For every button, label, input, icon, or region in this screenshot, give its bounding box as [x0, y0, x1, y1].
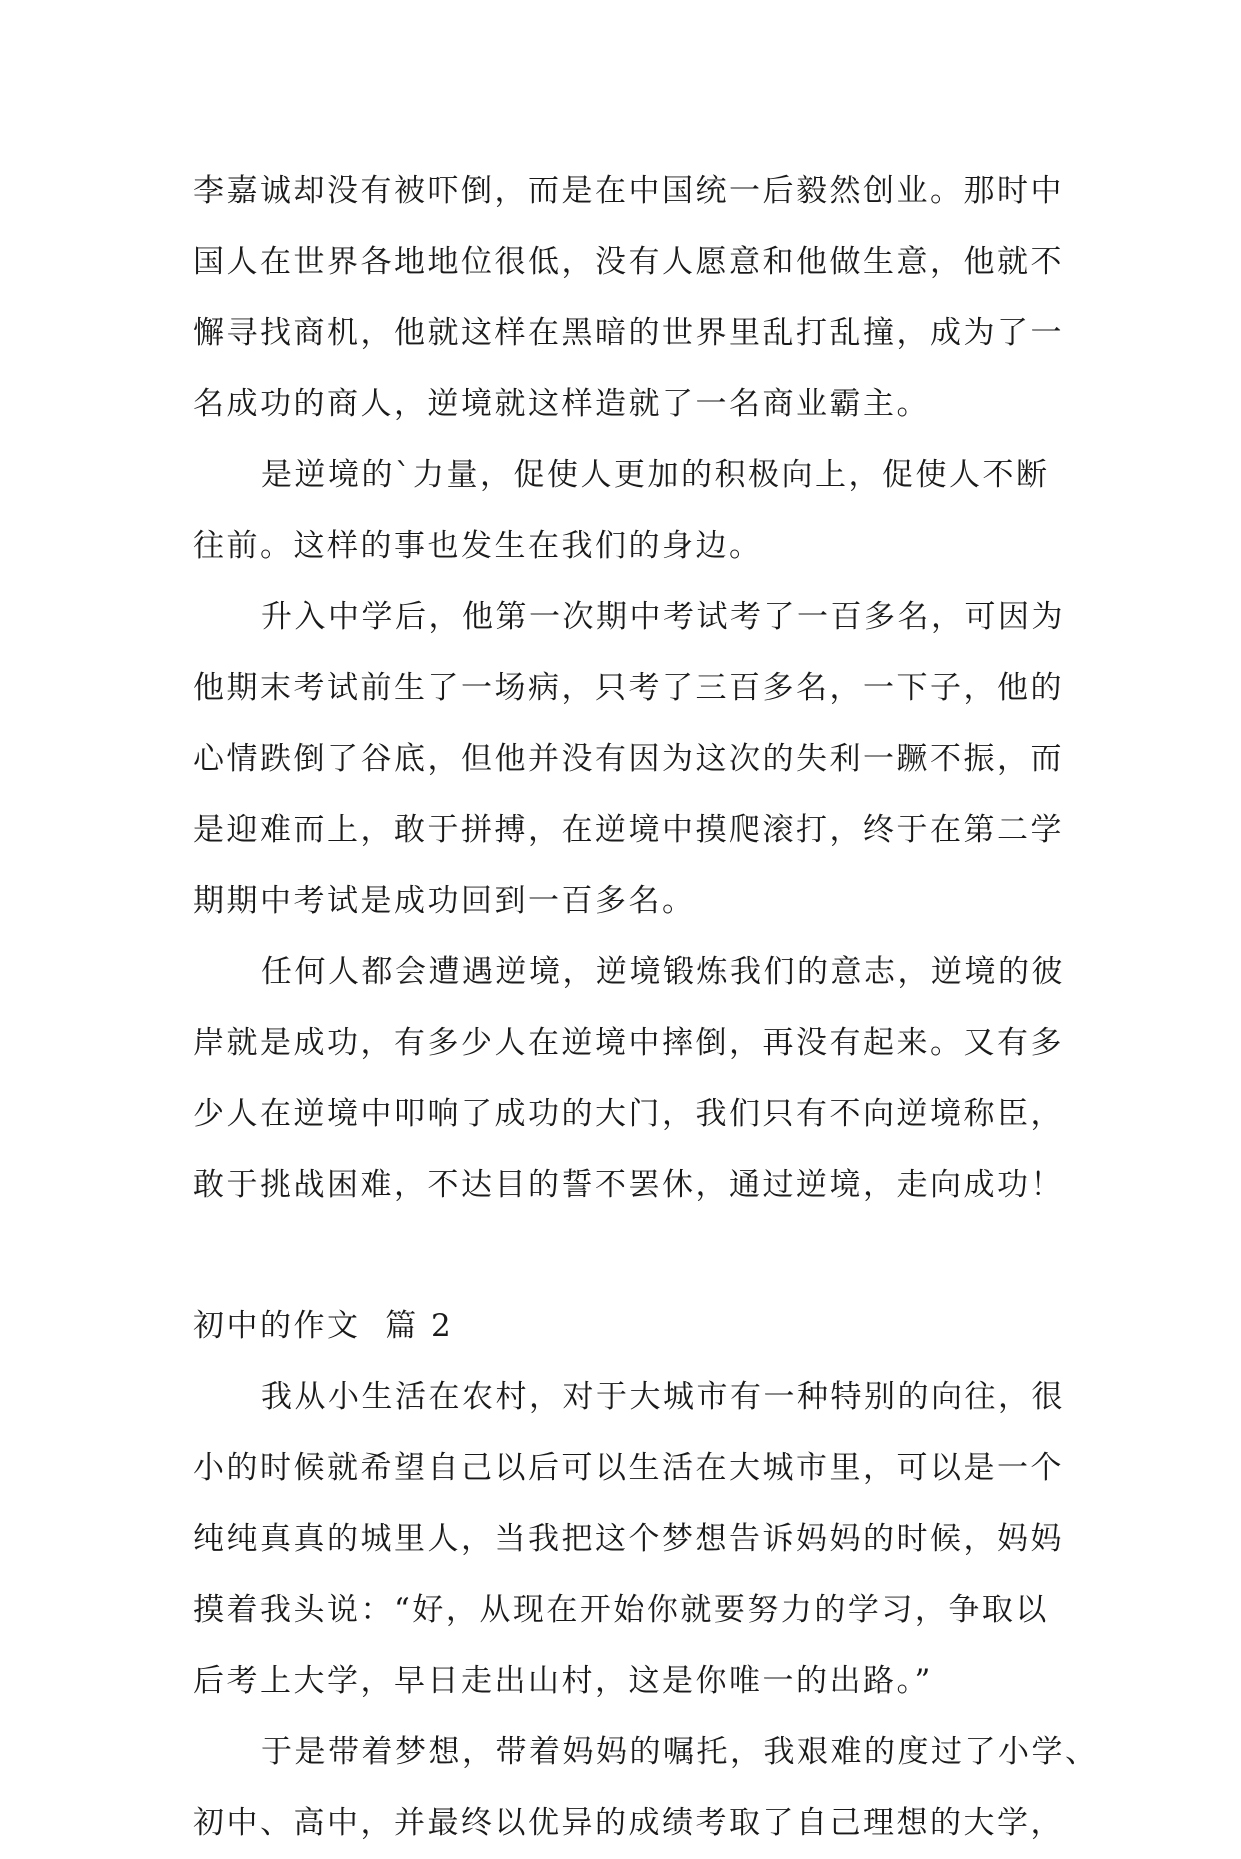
text-line: 往前。这样的事也发生在我们的身边。 — [193, 528, 763, 564]
text-line: 小的时候就希望自己以后可以生活在大城市里，可以是一个 — [193, 1450, 1064, 1486]
document-body — [193, 156, 1099, 1859]
text-line: 名成功的商人，逆境就这样造就了一名商业霸主。 — [193, 386, 930, 422]
section-spacer — [193, 1221, 1073, 1290]
paragraph-first-line: 于是带着梦想，带着妈妈的嘱托，我艰难的度过了小学、 — [261, 1734, 1099, 1770]
text-line: 纯纯真真的城里人，当我把这个梦想告诉妈妈的时候，妈妈 — [193, 1521, 1064, 1557]
text-line: 摸着我头说：“好，从现在开始你就要努力的学习，争取以 — [193, 1592, 1049, 1628]
text-line: 敢于挑战困难，不达目的誓不罢休，通过逆境，走向成功！ — [193, 1167, 1064, 1203]
paragraph-first-line: 我从小生活在农村，对于大城市有一种特别的向往，很 — [261, 1379, 1065, 1415]
text-line: 李嘉诚却没有被吓倒，而是在中国统一后毅然创业。那时中 — [193, 173, 1064, 209]
text-line: 懈寻找商机，他就这样在黑暗的世界里乱打乱撞，成为了一 — [193, 315, 1064, 351]
text-line: 心情跌倒了谷底，但他并没有因为这次的失利一蹶不振，而 — [193, 741, 1064, 777]
text-line: 后考上大学，早日走出山村，这是你唯一的出路。” — [193, 1663, 933, 1699]
text-line: 少人在逆境中叩响了成功的大门，我们只有不向逆境称臣， — [193, 1096, 1064, 1132]
text-line: 岸就是成功，有多少人在逆境中摔倒，再没有起来。又有多 — [193, 1025, 1064, 1061]
text-line: 国人在世界各地地位很低，没有人愿意和他做生意，他就不 — [193, 244, 1064, 280]
text-line: 期期中考试是成功回到一百多名。 — [193, 883, 696, 919]
paragraph-first-line: 任何人都会遭遇逆境，逆境锻炼我们的意志，逆境的彼 — [261, 954, 1065, 990]
paragraph-first-line: 升入中学后，他第一次期中考试考了一百多名，可因为 — [261, 599, 1065, 635]
paragraph-first-line: 是逆境的`力量，促使人更加的积极向上，促使人不断 — [261, 457, 1050, 493]
section-heading: 初中的作文 篇 2 — [193, 1308, 454, 1344]
text-line: 他期末考试前生了一场病，只考了三百多名，一下子，他的 — [193, 670, 1064, 706]
text-line: 初中、高中，并最终以优异的成绩考取了自己理想的大学， — [193, 1805, 1064, 1841]
text-line: 是迎难而上，敢于拼搏，在逆境中摸爬滚打，终于在第二学 — [193, 812, 1064, 848]
